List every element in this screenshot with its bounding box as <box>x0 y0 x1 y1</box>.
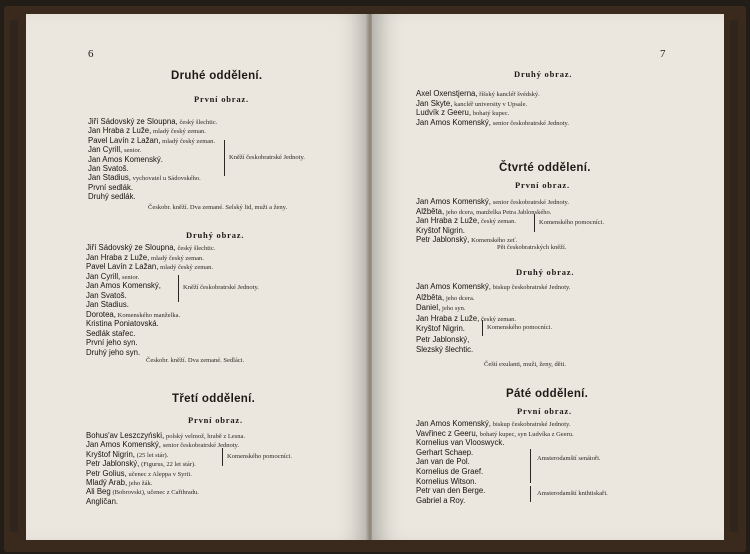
cast-entry <box>416 197 569 207</box>
scene-title: První obraz. <box>194 94 249 104</box>
extras-note: Českobr. kněží. Dva zemané. Selský lid, muži a ženy. <box>148 204 288 211</box>
cast-entry <box>86 243 215 253</box>
character-name: Kryštof Nigrin, <box>86 449 135 459</box>
right-page <box>372 14 724 540</box>
character-name: Daniel, <box>416 303 441 312</box>
character-name: Jan Amos Komenský, <box>416 419 491 428</box>
character-description: říšský kancléř švédský. <box>479 91 540 98</box>
character-description: český šlechtic. <box>177 245 216 252</box>
character-name: Jan Hraba z Luže, <box>416 216 480 225</box>
character-name: Kornelius van Vlooswyck. <box>416 438 505 448</box>
character-name: Vavřinec z Geeru, <box>416 428 478 438</box>
character-name: Alžběta, <box>416 292 445 302</box>
character-name: Jiří Sádovský ze Sloupna, <box>88 117 178 126</box>
extras-note: Českobr. kněží. Dva zemané. Sedláci. <box>146 357 245 364</box>
character-description: učenec z Aleppa v Syrii. <box>128 470 192 478</box>
character-description: Komenského manželka. <box>117 311 181 319</box>
cast-entry <box>416 448 473 458</box>
character-name: Kristina Poniatovská. <box>86 319 159 328</box>
group-brace <box>178 275 179 302</box>
character-name: Kryštof Nigrin. <box>416 324 465 333</box>
character-description: jeho žák. <box>128 480 153 487</box>
character-name: Druhý jeho syn. <box>86 347 141 357</box>
character-name: Petr Jablonský, <box>416 334 470 344</box>
page-number: 7 <box>660 48 666 60</box>
character-name: Jan Svatoš. <box>88 164 129 173</box>
character-name: Gabriel a Roy. <box>416 495 466 505</box>
character-name: Jan Cyrill, <box>88 145 123 155</box>
group-label: Komenského pomocníci. <box>539 219 604 226</box>
cast-entry <box>86 338 138 348</box>
group-brace <box>530 449 531 483</box>
section-title: Druhé oddělení. <box>171 70 263 82</box>
cast-entry <box>416 89 540 99</box>
character-description: mladý český zeman. <box>162 137 216 145</box>
character-name: Petr Jablonský, <box>86 459 140 469</box>
character-name: Sedlák stařec. <box>86 328 136 338</box>
character-name: Kryštof Nigrin. <box>416 225 465 235</box>
cast-entry <box>416 429 574 439</box>
scene-title: Druhý obraz. <box>516 267 575 277</box>
character-description: biskup českobratrské Jednoty. <box>492 284 571 291</box>
cast-entry <box>416 438 504 448</box>
group-label: Amsterodamští knihtiskaři. <box>537 490 608 497</box>
cast-entry <box>416 118 569 128</box>
character-name: Bohus'av Leszczyński, <box>86 431 165 440</box>
cast-entry <box>416 314 516 324</box>
page-number: 6 <box>88 48 94 60</box>
cast-entry <box>416 108 509 118</box>
character-description: bohatý kupec, syn Ludvíka z Geeru. <box>479 430 574 438</box>
character-name: Dorotea, <box>86 309 116 319</box>
character-name: Ludvík z Geeru, <box>416 108 472 118</box>
section-title: Třetí oddělení. <box>172 393 256 405</box>
character-name: Jan Hrabа z Luže, <box>88 126 152 136</box>
cast-entry <box>86 319 159 329</box>
cast-entry <box>416 457 470 467</box>
character-name: Kornelius de Graef. <box>416 467 484 476</box>
cast-entry <box>416 216 516 226</box>
character-description: polský velmož, hrabě z Lesna. <box>165 433 246 440</box>
group-brace <box>222 448 223 466</box>
character-name: Axel Oxenstjerna, <box>416 89 478 98</box>
cast-entry <box>416 335 469 345</box>
cast-entry <box>416 477 477 487</box>
character-name: Ali Beg <box>86 487 111 497</box>
character-name: První sedlák. <box>88 182 134 192</box>
extras-note: Pět českobratrských kněží. <box>497 244 567 251</box>
cast-entry <box>86 329 135 339</box>
character-description: senior českobratrské Jednoty. <box>162 442 240 450</box>
character-name: Jan van de Pol. <box>416 457 470 467</box>
cast-entry <box>416 293 474 303</box>
group-brace <box>530 486 531 502</box>
character-name: Jan Amos Komenský, <box>416 118 491 128</box>
scene-title: První obraz. <box>188 415 243 425</box>
character-name: Jan Stadius. <box>86 300 129 309</box>
cast-entry <box>416 303 466 313</box>
character-description: (Bobrovski), učenec z Cařihradu. <box>112 489 199 497</box>
character-description: bohatý kupec. <box>472 110 510 118</box>
character-description: český zeman. <box>481 315 517 323</box>
group-brace <box>534 214 535 232</box>
character-name: Slezský šlechtic. <box>416 345 474 354</box>
character-name: Jan Amos Komenský, <box>416 282 491 291</box>
character-description: jeho syn. <box>442 305 466 312</box>
character-name: Angličan. <box>86 496 119 506</box>
character-description: (25 let stár). <box>136 451 169 459</box>
character-name: Kornelius Witson. <box>416 476 477 486</box>
character-name: Pavel Lavín z Lažan, <box>86 262 159 271</box>
cast-entry <box>416 324 465 334</box>
cast-entry <box>416 226 465 236</box>
left-edge <box>10 20 18 532</box>
left-page <box>26 14 368 540</box>
section-title: Páté oddělení. <box>506 388 589 400</box>
character-name: Jan Amos Komenský, <box>86 440 161 450</box>
group-label: Amsterodamští senátoři. <box>537 455 601 462</box>
character-name: Alžběta, <box>416 206 445 216</box>
character-name: Petr Golius, <box>86 468 127 478</box>
cast-entry <box>416 345 473 355</box>
character-name: Petr van den Berge. <box>416 486 486 496</box>
cast-entry <box>86 262 213 272</box>
character-name: Jan Amos Komenský, <box>86 281 161 290</box>
character-description: kancléř university v Upsale. <box>454 100 528 108</box>
character-description: senior. <box>123 147 142 155</box>
group-label: Komenského pomocníci. <box>227 453 292 460</box>
group-label: Kněží českobratrské Jednoty. <box>229 154 305 161</box>
cast-entry <box>416 99 527 109</box>
section-title: Čtvrté oddělení. <box>499 162 591 174</box>
character-name: Jan Stadius, <box>88 173 131 183</box>
cast-entry <box>86 310 180 320</box>
character-description: vychovatel u Sádovského. <box>132 175 201 183</box>
cast-entry <box>86 253 204 263</box>
scene-title: První obraz. <box>515 180 570 190</box>
group-label: Kněží českobratrské Jednoty. <box>183 284 259 291</box>
character-name: Jan Amos Komenský. <box>88 154 163 164</box>
character-name: Jan Cyrill, <box>86 271 121 281</box>
cast-entry <box>86 281 161 291</box>
character-description: (Figurus, 22 let stár). <box>141 461 196 469</box>
character-description: mladý český zeman. <box>151 254 204 262</box>
cast-entry <box>416 467 483 477</box>
character-name: Pavel Lavín z Lažan, <box>88 135 161 145</box>
cast-entry <box>416 419 570 429</box>
character-description: mladý český zeman. <box>153 128 206 136</box>
character-name: Druhý sedlák. <box>88 192 136 202</box>
cast-entry <box>416 207 551 217</box>
scene-title: Druhý obraz. <box>514 69 573 79</box>
character-name: Jan Skyte, <box>416 98 453 108</box>
character-description: mladý český zeman. <box>160 264 214 271</box>
group-label: Komenského pomocníci. <box>487 324 552 331</box>
character-description: jeho dcera. <box>445 294 475 302</box>
character-name: Jan Hraba z Luže, <box>416 313 480 323</box>
character-name: Jiří Sádovský ze Sloupna, <box>86 243 176 252</box>
cast-entry <box>86 497 118 507</box>
cast-entry <box>86 348 140 358</box>
character-name: Jan Amos Komenský, <box>416 197 491 206</box>
character-description: jeho dcera, manželka Petra Jablonského. <box>445 208 552 216</box>
cast-entry <box>416 496 465 506</box>
character-name: Gerhart Schaep. <box>416 447 474 457</box>
character-description: Komenského zeť. <box>471 237 518 244</box>
cast-entry <box>416 282 570 292</box>
character-description: senior. <box>121 273 140 281</box>
cast-entry <box>416 486 485 496</box>
cast-entry <box>86 272 139 282</box>
scene-title: Druhý obraz. <box>186 230 245 240</box>
cast-entry <box>86 300 129 310</box>
character-name: Jan Hraba z Luže, <box>86 252 150 262</box>
character-description: senior českobratrské Jednoty. <box>492 120 570 128</box>
character-name: První jeho syn. <box>86 338 138 347</box>
cast-entry <box>86 291 127 301</box>
character-name: Mladý Arab, <box>86 478 128 487</box>
character-description: biskup českobratrské Jednoty. <box>492 421 571 428</box>
character-description: senior českobratrské Jednoty. <box>492 199 570 206</box>
character-name: Petr Jablonský, <box>416 235 470 244</box>
cast-entry <box>88 192 136 202</box>
right-edge <box>730 20 738 532</box>
extras-note: Čeští exulanti, muži, ženy, děti. <box>484 361 566 368</box>
group-brace <box>482 320 483 336</box>
scene-title: První obraz. <box>517 406 572 416</box>
character-description: český šlechtic. <box>179 119 218 126</box>
character-name: Jan Svatoš. <box>86 290 127 300</box>
character-description: český zeman. <box>481 218 517 225</box>
group-brace <box>224 140 225 176</box>
